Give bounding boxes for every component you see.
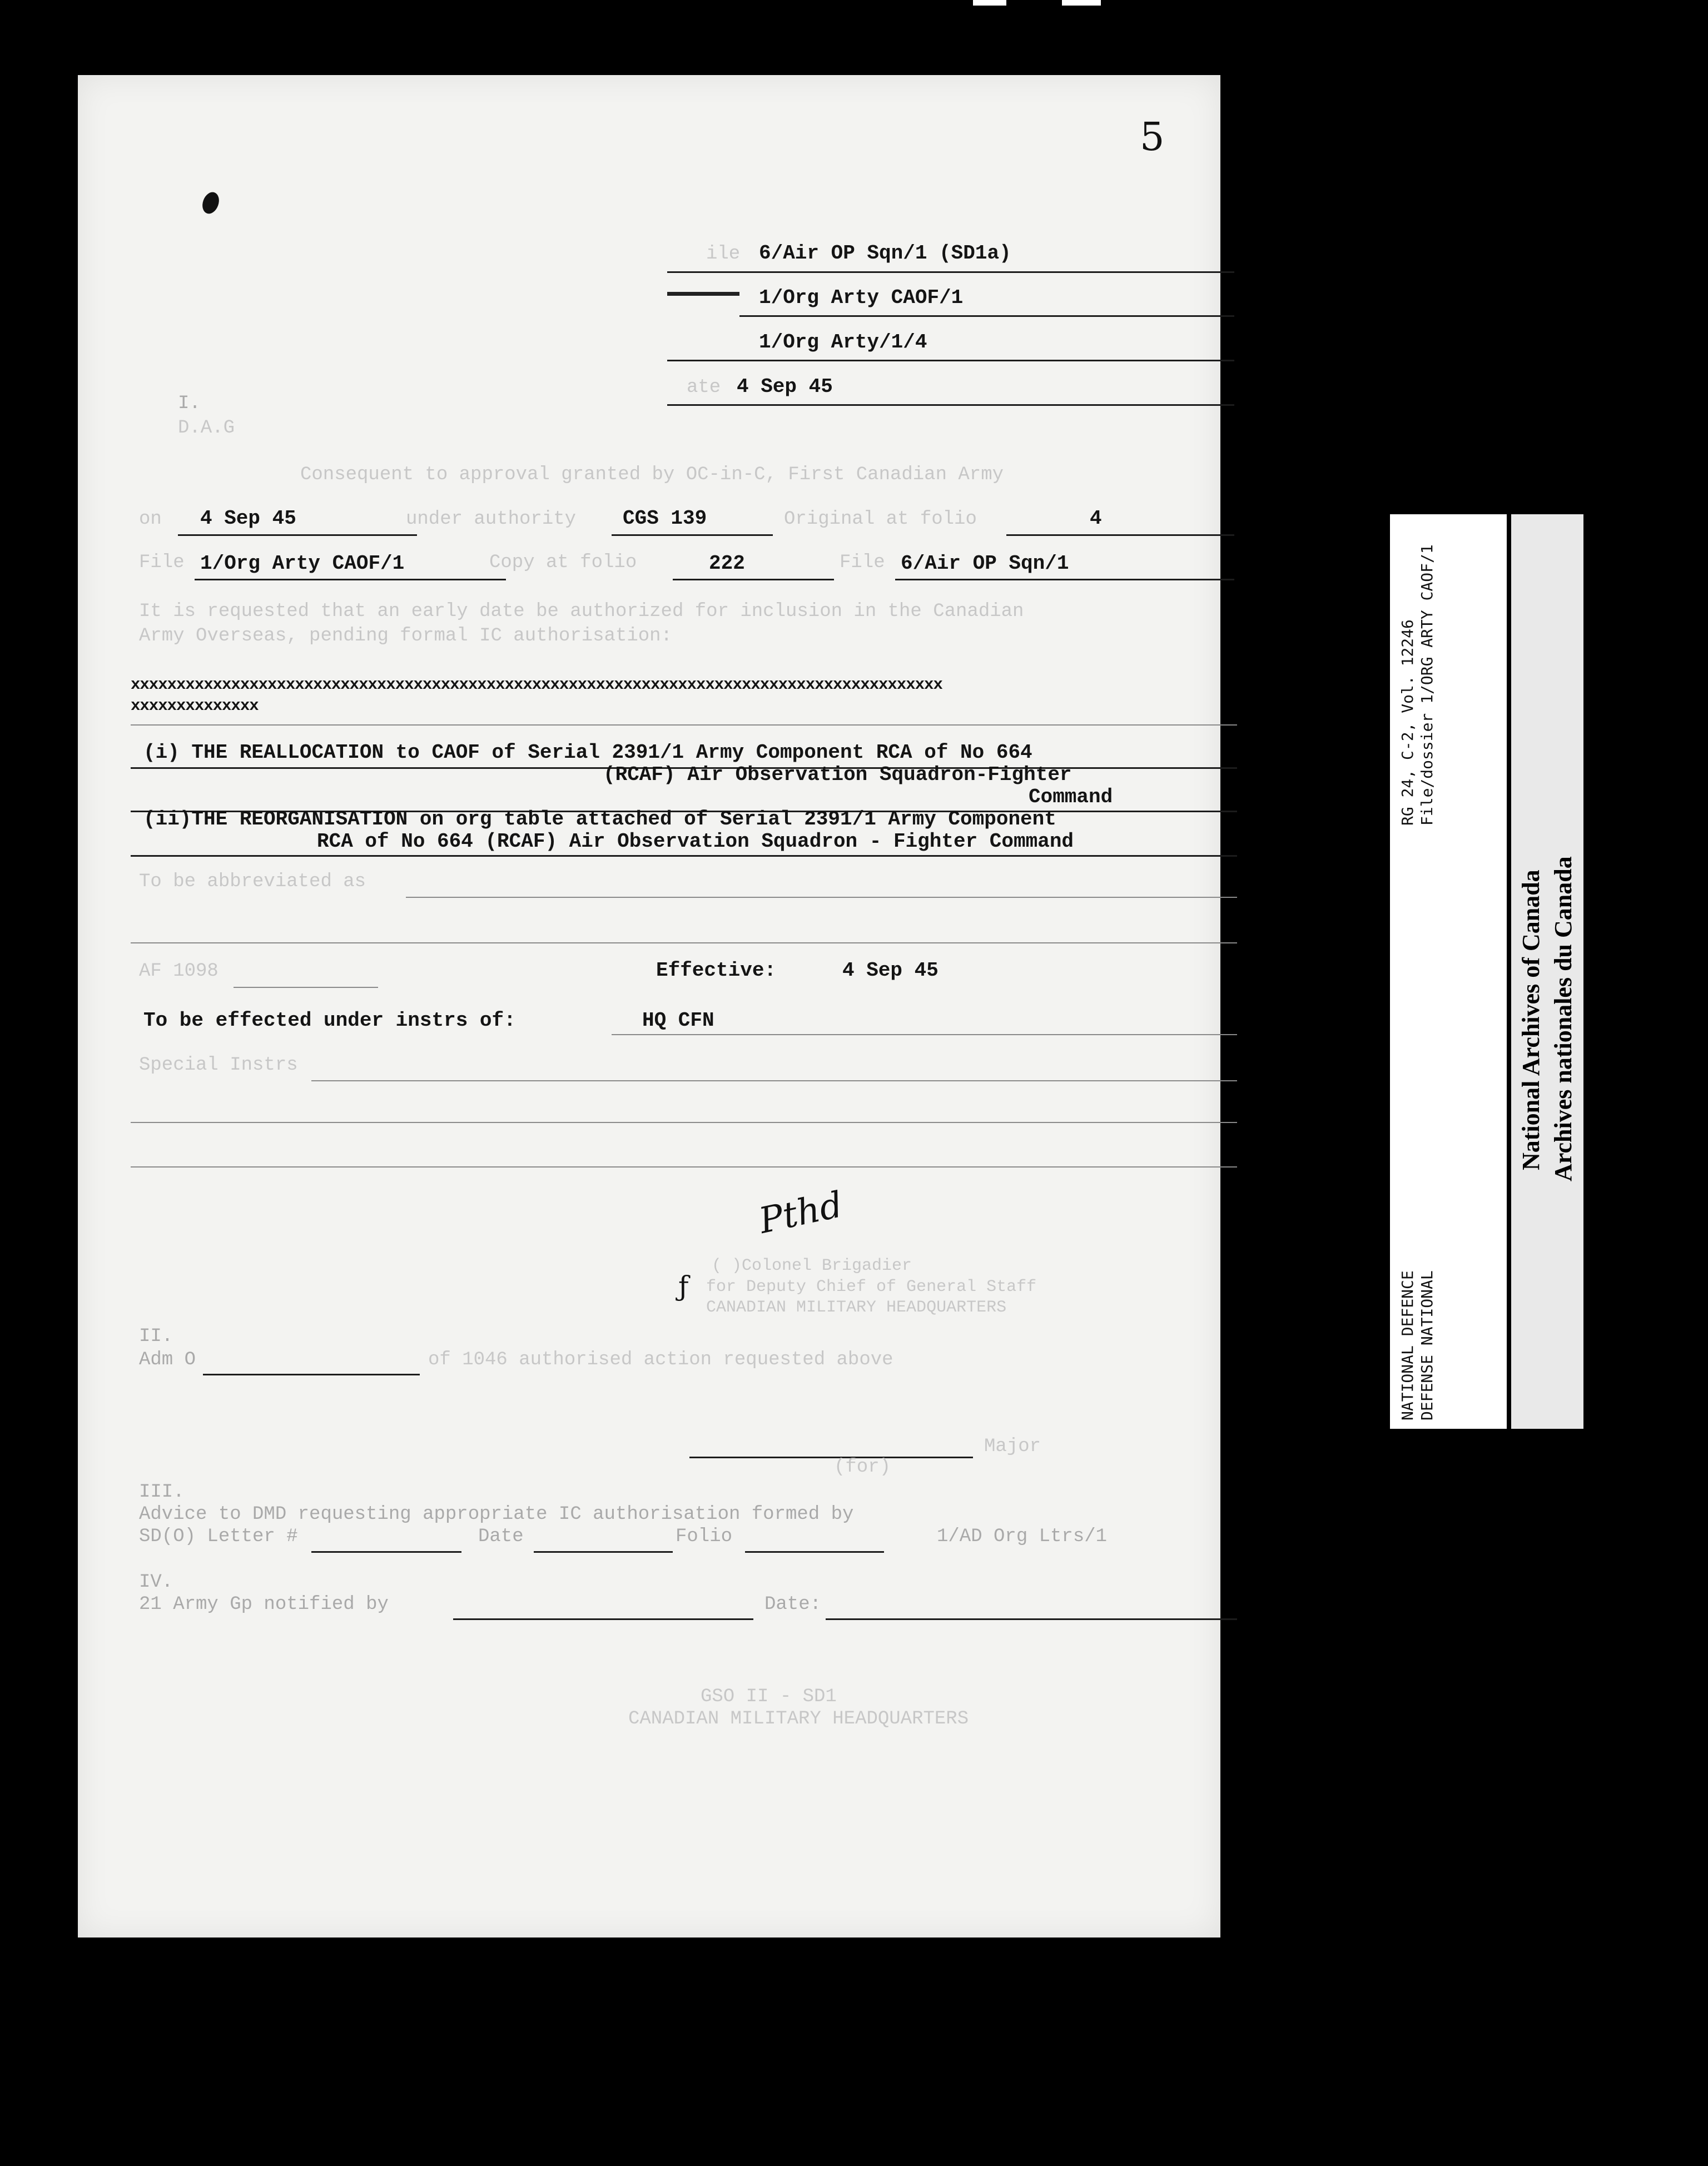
handwritten-page-number: 5 [1140, 114, 1165, 160]
notified-label: 21 Army Gp notified by [139, 1594, 389, 1615]
org-ltrs: 1/AD Org Ltrs/1 [937, 1526, 1108, 1547]
date-label: ate [687, 377, 721, 398]
file2-label: File [840, 552, 885, 573]
authority-label: under authority [406, 509, 577, 530]
effective-date: 4 Sep 45 [842, 959, 939, 982]
section-ii-roman: II. [139, 1326, 173, 1347]
authority-value: CGS 139 [623, 507, 707, 530]
file-ref-2: 1/Org Arty CAOF/1 [759, 286, 964, 309]
effective-label: Effective: [656, 959, 777, 982]
section-iv-roman: IV. [139, 1572, 173, 1593]
approval-date: 4 Sep 45 [200, 507, 296, 530]
archive-label [1511, 514, 1583, 1429]
advice-line: Advice to DMD requesting appropriate IC authorisation formed by [139, 1504, 854, 1525]
af-label: AF 1098 [139, 961, 219, 982]
section-i-roman: I. [178, 393, 201, 414]
archive-dept-en: NATIONAL DEFENCE [1398, 1270, 1417, 1420]
signature-line-3: CANADIAN MILITARY HEADQUARTERS [706, 1298, 1007, 1317]
item-2-line-b: RCA of No 664 (RCAF) Air Observation Squadron - Fighter Command [317, 830, 1074, 853]
archive-file-line: File/dossier 1/ORG ARTY CAOF/1 [1418, 544, 1436, 826]
section-iii-roman: III. [139, 1482, 185, 1503]
file-ref-3: 1/Org Arty/1/4 [759, 331, 927, 354]
item-1-line-b: (RCAF) Air Observation Squadron-Fighter [603, 763, 1072, 786]
instrs-value: HQ CFN [642, 1009, 714, 1032]
sd-folio-label: Folio [676, 1526, 733, 1547]
requested-line-2: Army Overseas, pending formal IC authorisation: [139, 625, 672, 647]
file-label-2: File [139, 552, 185, 573]
original-folio-label: Original at folio [784, 509, 977, 530]
copy-folio-value: 222 [709, 552, 745, 575]
archive-label-fr: Archives nationales du Canada [1550, 856, 1577, 1181]
original-folio-value: 4 [1090, 507, 1102, 530]
consequent-line: Consequent to approval granted by OC-in-C, First Canadian Army [300, 464, 1004, 485]
struck-line-1: xxxxxxxxxxxxxxxxxxxxxxxxxxxxxxxxxxxxxxxxxxxxxxxxxxxxxxxxxxxxxxxxxxxxxxxxxxxxxxxxxxxxxxxxx [131, 675, 942, 694]
requested-line-1: It is requested that an early date be authorized for inclusion in the Canadian [139, 601, 1024, 622]
on-label: on [139, 509, 162, 530]
footer-line-1: GSO II - SD1 [701, 1686, 837, 1707]
archive-reference-strip [1390, 514, 1507, 1429]
file-value: 1/Org Arty CAOF/1 [200, 552, 405, 575]
item-1-line-c: Command [1029, 786, 1113, 808]
item-1-line-a: (i) THE REALLOCATION to CAOF of Serial 2391/1 Army Component RCA of No 664 [143, 741, 1032, 764]
sd-letter-label: SD(O) Letter # [139, 1526, 298, 1547]
doc-date: 4 Sep 45 [737, 375, 833, 398]
file2-value: 6/Air OP Sqn/1 [901, 552, 1069, 575]
adm-label: Adm O [139, 1349, 196, 1370]
adm-text: of 1046 authorised action requested above [428, 1349, 893, 1370]
file-ref-1: 6/Air OP Sqn/1 (SD1a) [759, 242, 1011, 265]
special-instrs-label: Special Instrs [139, 1055, 298, 1076]
archive-rg-line: RG 24, C-2, Vol. 12246 [1398, 619, 1417, 826]
archive-label-en: National Archives of Canada [1517, 870, 1545, 1170]
footer-line-2: CANADIAN MILITARY HEADQUARTERS [628, 1708, 969, 1730]
abbrev-label: To be abbreviated as [139, 871, 366, 892]
copy-folio-label: Copy at folio [489, 552, 637, 573]
ink-blot [200, 190, 222, 216]
addressee: D.A.G [178, 418, 235, 439]
signature-flourish: ƒ [678, 1270, 689, 1303]
for-label: (for) [834, 1457, 891, 1478]
signature-line-1: ( )Colonel Brigadier [712, 1256, 912, 1275]
file-label: ile [706, 244, 741, 265]
redaction-mark [667, 292, 739, 296]
sd-date-label: Date [478, 1526, 524, 1547]
instrs-label: To be effected under instrs of: [143, 1009, 516, 1032]
struck-line-2: xxxxxxxxxxxxxx [131, 697, 259, 715]
signature-line-2: for Deputy Chief of General Staff [706, 1278, 1037, 1296]
archive-dept-fr: DEFENSE NATIONAL [1418, 1270, 1436, 1420]
item-2-line-a: (ii)THE REORGANISATION on org table attached of Serial 2391/1 Army Component [143, 808, 1056, 831]
signature: Pthd [755, 1184, 847, 1242]
major-label: Major [984, 1436, 1041, 1457]
notified-date-label: Date: [764, 1594, 822, 1615]
document-page [78, 75, 1220, 1938]
